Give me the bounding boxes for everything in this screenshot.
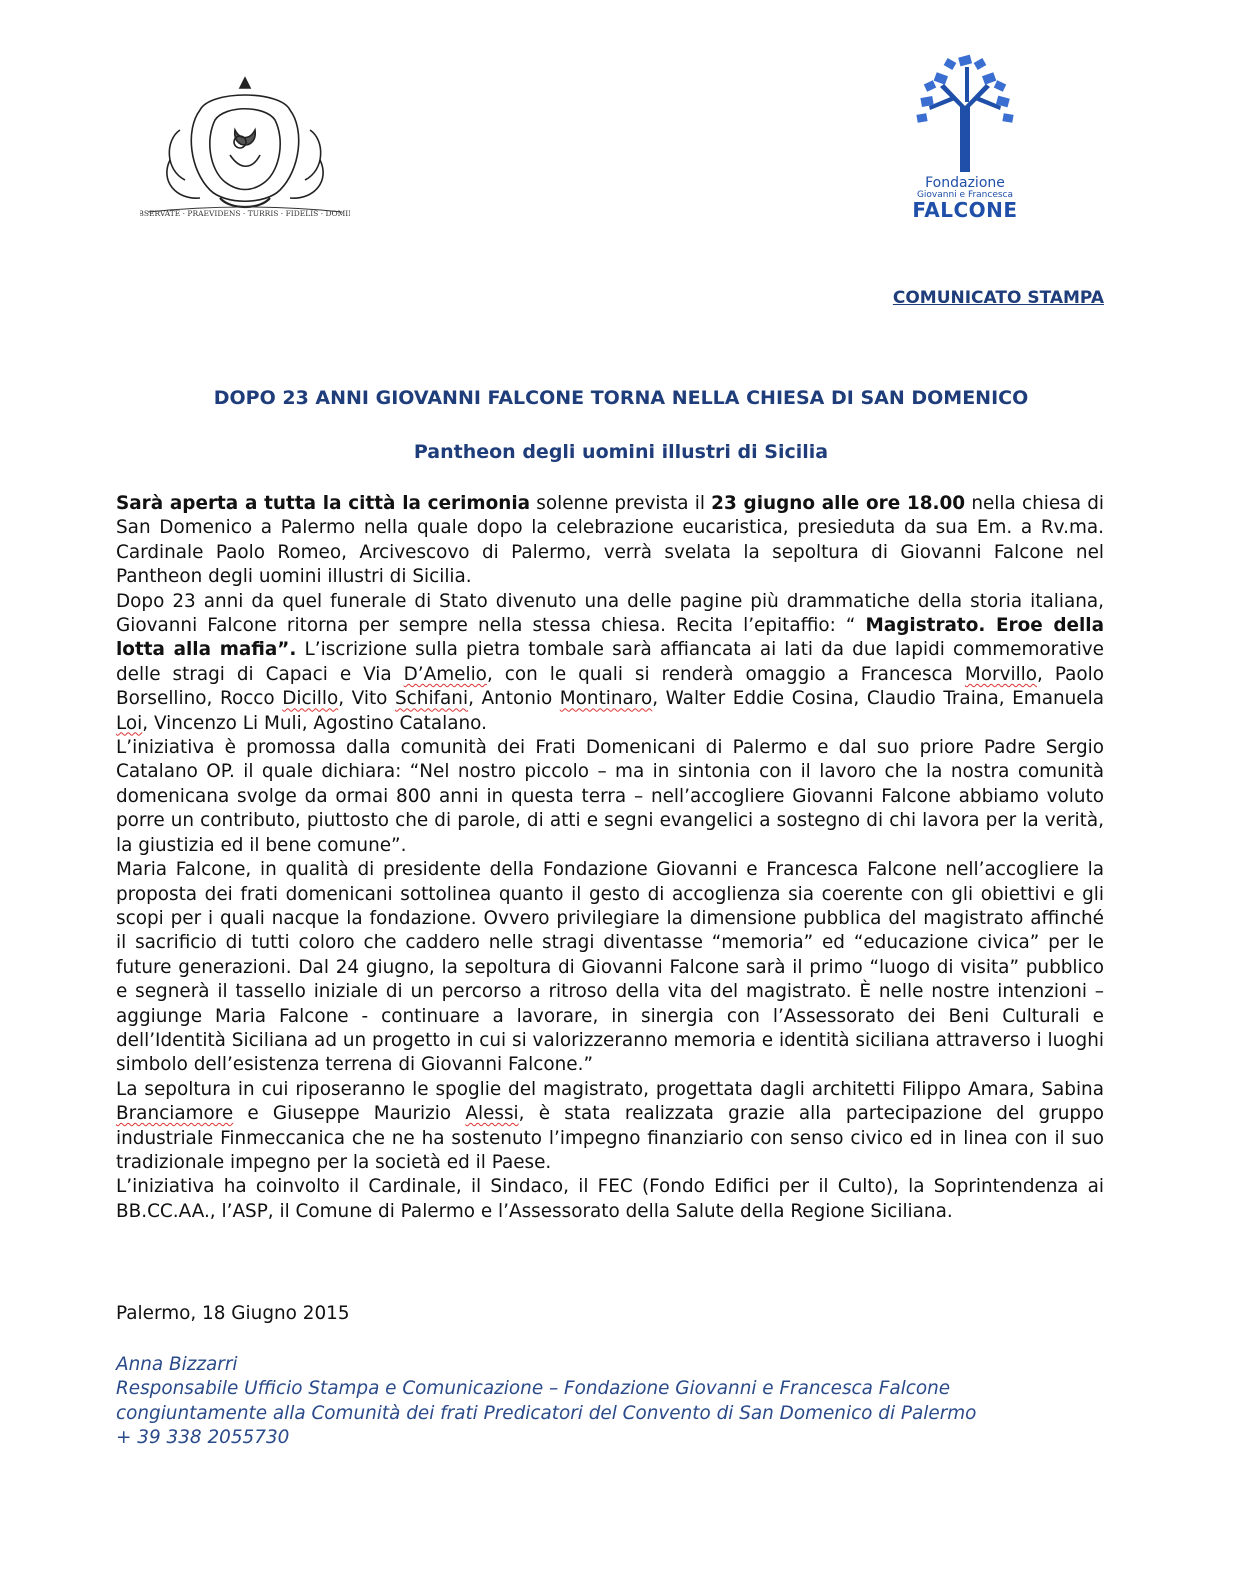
document-subtitle: Pantheon degli uomini illustri di Sicilia	[413, 441, 829, 463]
paragraph-1	[116, 492, 1104, 590]
text-run: L’iscrizione sulla pietra tombale sarà affiancata ai lati da due lapidi commemorative delle stragi di Capaci e Via	[116, 639, 1104, 685]
text-run: , è stata realizzata grazie alla partecipazione del gruppo industriale Finmeccanica che ne ha sostenuto l’impegno finanziario con senso civico ed in linea con il suo tradizionale impegno per la società ed il Paese.	[116, 1103, 1105, 1173]
logo-org-line2: Giovanni e Francesca	[916, 190, 1014, 200]
paragraph-5	[116, 1078, 1104, 1176]
text-run: , Vincenzo Li Muli, Agostino Catalano.	[142, 712, 487, 734]
signature-role: Responsabile Ufficio Stampa e Comunicazione – Fondazione Giovanni e Francesca Falcone	[116, 1378, 951, 1400]
signature-name: Anna Bizzarri	[116, 1354, 238, 1375]
fondazione-falcone-logo	[905, 52, 1025, 234]
paragraph-3: L’iniziativa è promossa dalla comunità dei Frati Domenicani di Palermo e dal suo priore Padre Sergio Catalano OP. il quale dichiara: “Nel nostro piccolo – ma in sintonia con il lavoro che la nostra comunità domenicana svolge da ormai 800 anni in questa terra – nell’accogliere Giovanni Falcone abbiamo voluto porre un contributo, piuttosto che di parole, di atti e segni evangelici a sostegno di chi lavora per la verità, la giustizia ed il bene comune”.	[116, 737, 1104, 856]
text-run: , con le quali si renderà omaggio a Francesca	[486, 663, 965, 685]
signature-joint: congiuntamente alla Comunità dei frati Predicatori del Convento di San Domenico di Palermo	[116, 1402, 977, 1424]
signature-block	[116, 1353, 1116, 1451]
spellcheck-word: Alessi	[465, 1103, 519, 1125]
paragraph-4: Maria Falcone, in qualità di presidente della Fondazione Giovanni e Francesca Falcone nell’accogliere la proposta dei frati domenicani sottolinea quanto il gesto di accoglienza sia coerente con gli obiettivi e gli scopi per i quali nacque la fondazione. Ovvero privilegiare la dimensione pubblica del magistrato affinché il sacrificio di tutti coloro che caddero nelle stragi diventasse “memoria” ed “educazione civica” per le future generazioni. Dal 24 giugno, la sepoltura di Giovanni Falcone sarà il primo “luogo di visita” pubblico e segnerà il tassello iniziale di un percorso a ritroso della vita del magistrato. È nelle nostre intenzioni – aggiunge Maria Falcone - continuare a lavorare, in sinergia con l’Assessorato dei Beni Culturali e dell’Identità Siciliana ad un progetto in cui si valorizzeranno memoria e identità siciliana attraverso i luoghi simbolo dell’esistenza terrena di Giovanni Falcone.”	[116, 859, 1104, 1076]
text-run: , Vito	[338, 688, 395, 710]
spellcheck-word: Branciamore	[116, 1103, 234, 1125]
emblem-motto: OBSERVATE · PRAEVIDENS · TURRIS · FIDELIS · DOMINI	[140, 209, 350, 218]
convent-emblem-icon	[140, 70, 350, 230]
logo-org-line1: Fondazione	[925, 175, 1005, 191]
press-release-label: COMUNICATO STAMPA	[892, 288, 1104, 308]
document-date: Palermo, 18 Giugno 2015	[116, 1303, 350, 1324]
tree-icon	[915, 52, 1015, 172]
text-run: solenne prevista il	[530, 493, 712, 514]
spellcheck-word: D’Amelio	[403, 663, 487, 685]
paragraph-6: L’iniziativa ha coinvolto il Cardinale, il Sindaco, il FEC (Fondo Edifici per il Culto), la Soprintendenza ai BB.CC.AA., l’ASP, il Comune di Palermo e l’Assessorato della Salute della Regione Siciliana.	[116, 1176, 1104, 1222]
paragraph-2	[116, 590, 1104, 736]
text-run: e Giuseppe Maurizio	[233, 1103, 466, 1125]
bold-text: Magistrato. Eroe della lotta alla mafia”.	[116, 615, 1104, 661]
logo-org-line3: FALCONE	[912, 198, 1018, 222]
text-run: , Paolo Borsellino, Rocco	[116, 663, 1105, 710]
spellcheck-word: Dicillo	[282, 688, 339, 710]
text-run: La sepoltura in cui riposeranno le spoglie del magistrato, progettata dagli architetti Filippo Amara, Sabina	[116, 1078, 1104, 1100]
document-title: DOPO 23 ANNI GIOVANNI FALCONE TORNA NELLA CHIESA DI SAN DOMENICO	[213, 387, 1029, 409]
signature-phone: + 39 338 2055730	[116, 1427, 290, 1449]
spellcheck-word: Morvillo	[964, 663, 1038, 685]
document-body	[116, 492, 1104, 1224]
convent-emblem-logo	[140, 70, 350, 230]
spellcheck-word: Loi	[116, 712, 143, 734]
text-run: Dopo 23 anni da quel funerale di Stato divenuto una delle pagine più drammatiche della storia italiana, Giovanni Falcone ritorna per sempre nella stessa chiesa. Recita l’epitaffio: “	[116, 590, 1104, 637]
spellcheck-word: Schifani	[395, 688, 469, 710]
bold-text: 23 giugno alle ore 18.00	[711, 493, 966, 514]
text-run: , Walter Eddie Cosina, Claudio Traina, Emanuela	[652, 688, 1104, 710]
spellcheck-word: Montinaro	[559, 688, 653, 710]
text-run: , Antonio	[468, 688, 560, 710]
text-run: nella chiesa di San Domenico a Palermo nella quale dopo la celebrazione eucaristica, presieduta da sua Em. a Rv.ma. Cardinale Paolo Romeo, Arcivescovo di Palermo, verrà svelata la sepoltura di Giovanni Falcone nel Pantheon degli uomini illustri di Sicilia.	[116, 493, 1105, 588]
bold-text: Sarà aperta a tutta la città la cerimonia	[116, 493, 531, 514]
